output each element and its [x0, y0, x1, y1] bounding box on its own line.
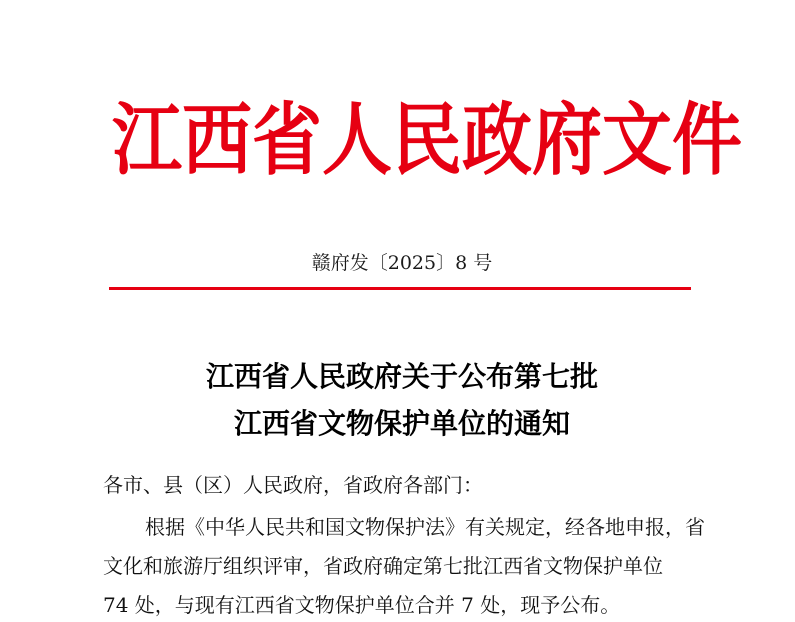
red-divider-line — [109, 287, 691, 290]
notice-title-line-2: 江西省文物保护单位的通知 — [233, 407, 570, 440]
body-paragraph-line-3: 74 处，与现有江西省文物保护单位合并 7 处，现予公布。 — [103, 593, 621, 617]
notice-title-line-1: 江西省人民政府关于公布第七批 — [205, 360, 598, 393]
masthead-title: 江西省人民政府文件 — [112, 93, 742, 187]
body-paragraph-line-2: 文化和旅游厅组织评审，省政府确定第七批江西省文物保护单位 — [103, 554, 663, 578]
document-number: 赣府发〔2025〕8 号 — [311, 252, 493, 274]
salutation: 各市、县（区）人民政府，省政府各部门： — [103, 473, 483, 497]
body-paragraph-line-1: 根据《中华人民共和国文物保护法》有关规定，经各地申报，省 — [145, 515, 705, 539]
